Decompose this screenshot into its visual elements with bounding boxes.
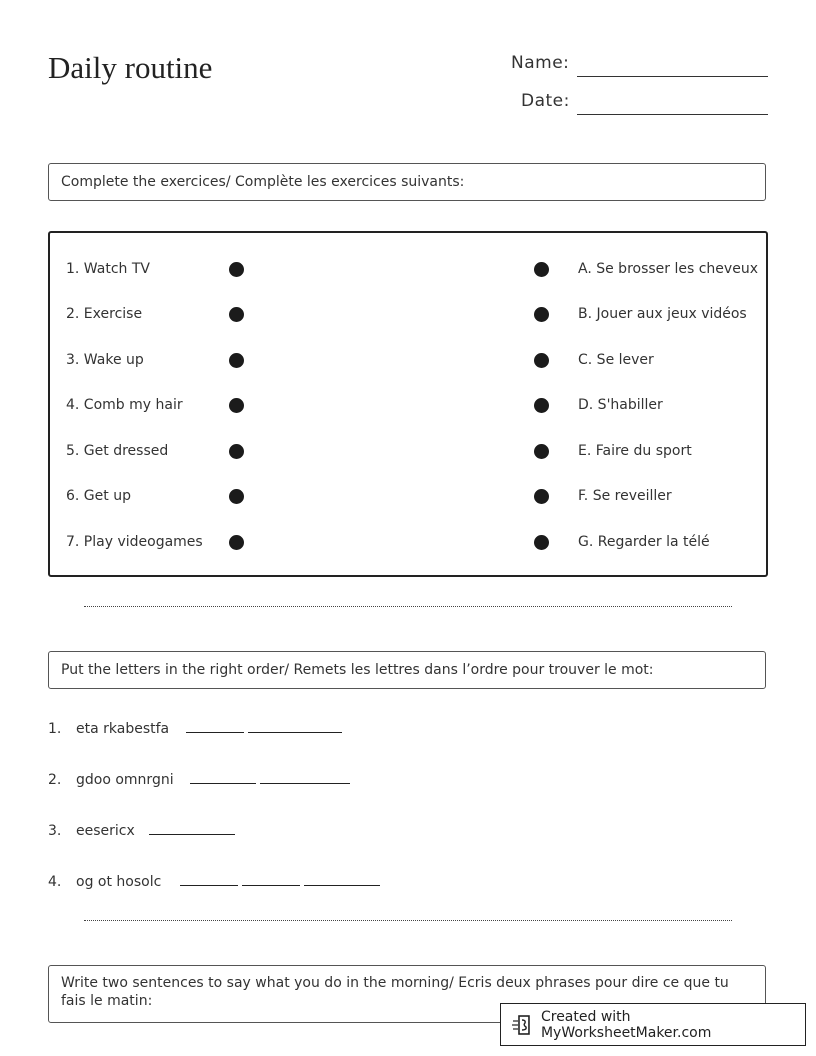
answer-blank[interactable] — [304, 871, 380, 886]
matching-row — [50, 441, 766, 461]
badge-text: Created with MyWorksheetMaker.com — [540, 1008, 712, 1041]
answer-blank[interactable] — [260, 769, 350, 784]
answer-blank[interactable] — [180, 871, 238, 886]
left-item: 5. Get dressed — [66, 443, 169, 459]
exercise1-instruction-box — [48, 163, 766, 201]
right-match-dot[interactable] — [534, 535, 549, 550]
right-item: G. Regarder la télé — [578, 534, 710, 550]
right-match-dot[interactable] — [534, 307, 549, 322]
scrambled-word: gdoo omnrgni — [76, 772, 174, 788]
left-match-dot[interactable] — [229, 262, 244, 277]
item-number: 3. — [48, 823, 62, 839]
right-item: A. Se brosser les cheveux — [578, 261, 758, 277]
exercise3-instruction: Write two sentences to say what you do in the morning/ Ecris deux phrases pour dire ce que tu fais le matin: — [61, 975, 729, 1009]
right-item: C. Se lever — [578, 352, 654, 368]
left-match-dot[interactable] — [229, 535, 244, 550]
left-match-dot[interactable] — [229, 353, 244, 368]
section-divider — [84, 920, 732, 921]
matching-exercise-box — [48, 231, 768, 577]
matching-row — [50, 486, 766, 506]
scrambled-word: eesericx — [76, 823, 135, 839]
name-label: Name: — [511, 53, 570, 73]
left-item: 4. Comb my hair — [66, 397, 183, 413]
left-match-dot[interactable] — [229, 307, 244, 322]
exercise2-instruction-box — [48, 651, 766, 689]
right-item: F. Se reveiller — [578, 488, 672, 504]
item-number: 2. — [48, 772, 62, 788]
matching-row — [50, 395, 766, 415]
date-field-line[interactable] — [577, 114, 768, 115]
item-number: 4. — [48, 874, 62, 890]
unscramble-item — [48, 718, 342, 738]
exercise2-instruction: Put the letters in the right order/ Remets les lettres dans l’ordre pour trouver le mot: — [61, 662, 654, 678]
left-match-dot[interactable] — [229, 398, 244, 413]
unscramble-item — [48, 820, 235, 840]
right-match-dot[interactable] — [534, 262, 549, 277]
name-field-line[interactable] — [577, 76, 768, 77]
exercise1-instruction: Complete the exercices/ Complète les exercices suivants: — [61, 174, 465, 190]
right-match-dot[interactable] — [534, 444, 549, 459]
right-match-dot[interactable] — [534, 489, 549, 504]
left-item: 7. Play videogames — [66, 534, 203, 550]
section-divider — [84, 606, 732, 607]
created-with-badge[interactable] — [500, 1003, 806, 1046]
scrambled-word: og ot hosolc — [76, 874, 162, 890]
left-item: 3. Wake up — [66, 352, 144, 368]
unscramble-item — [48, 769, 350, 789]
item-number: 1. — [48, 721, 62, 737]
right-item: E. Faire du sport — [578, 443, 692, 459]
page-title: Daily routine — [48, 50, 213, 85]
left-item: 2. Exercise — [66, 306, 143, 322]
left-match-dot[interactable] — [229, 489, 244, 504]
left-match-dot[interactable] — [229, 444, 244, 459]
right-match-dot[interactable] — [534, 353, 549, 368]
matching-row — [50, 259, 766, 279]
answer-blank[interactable] — [242, 871, 300, 886]
matching-row — [50, 304, 766, 324]
scrambled-word: eta rkabestfa — [76, 721, 170, 737]
answer-blank[interactable] — [190, 769, 256, 784]
answer-blank[interactable] — [248, 718, 342, 733]
date-label: Date: — [521, 91, 570, 111]
answer-blank[interactable] — [186, 718, 244, 733]
right-item: D. S'habiller — [578, 397, 663, 413]
unscramble-item — [48, 871, 380, 891]
worksheet-logo-icon — [511, 1014, 533, 1036]
matching-row — [50, 350, 766, 370]
right-match-dot[interactable] — [534, 398, 549, 413]
matching-row — [50, 532, 766, 552]
answer-blank[interactable] — [149, 820, 235, 835]
right-item: B. Jouer aux jeux vidéos — [578, 306, 747, 322]
left-item: 1. Watch TV — [66, 261, 150, 277]
left-item: 6. Get up — [66, 488, 131, 504]
